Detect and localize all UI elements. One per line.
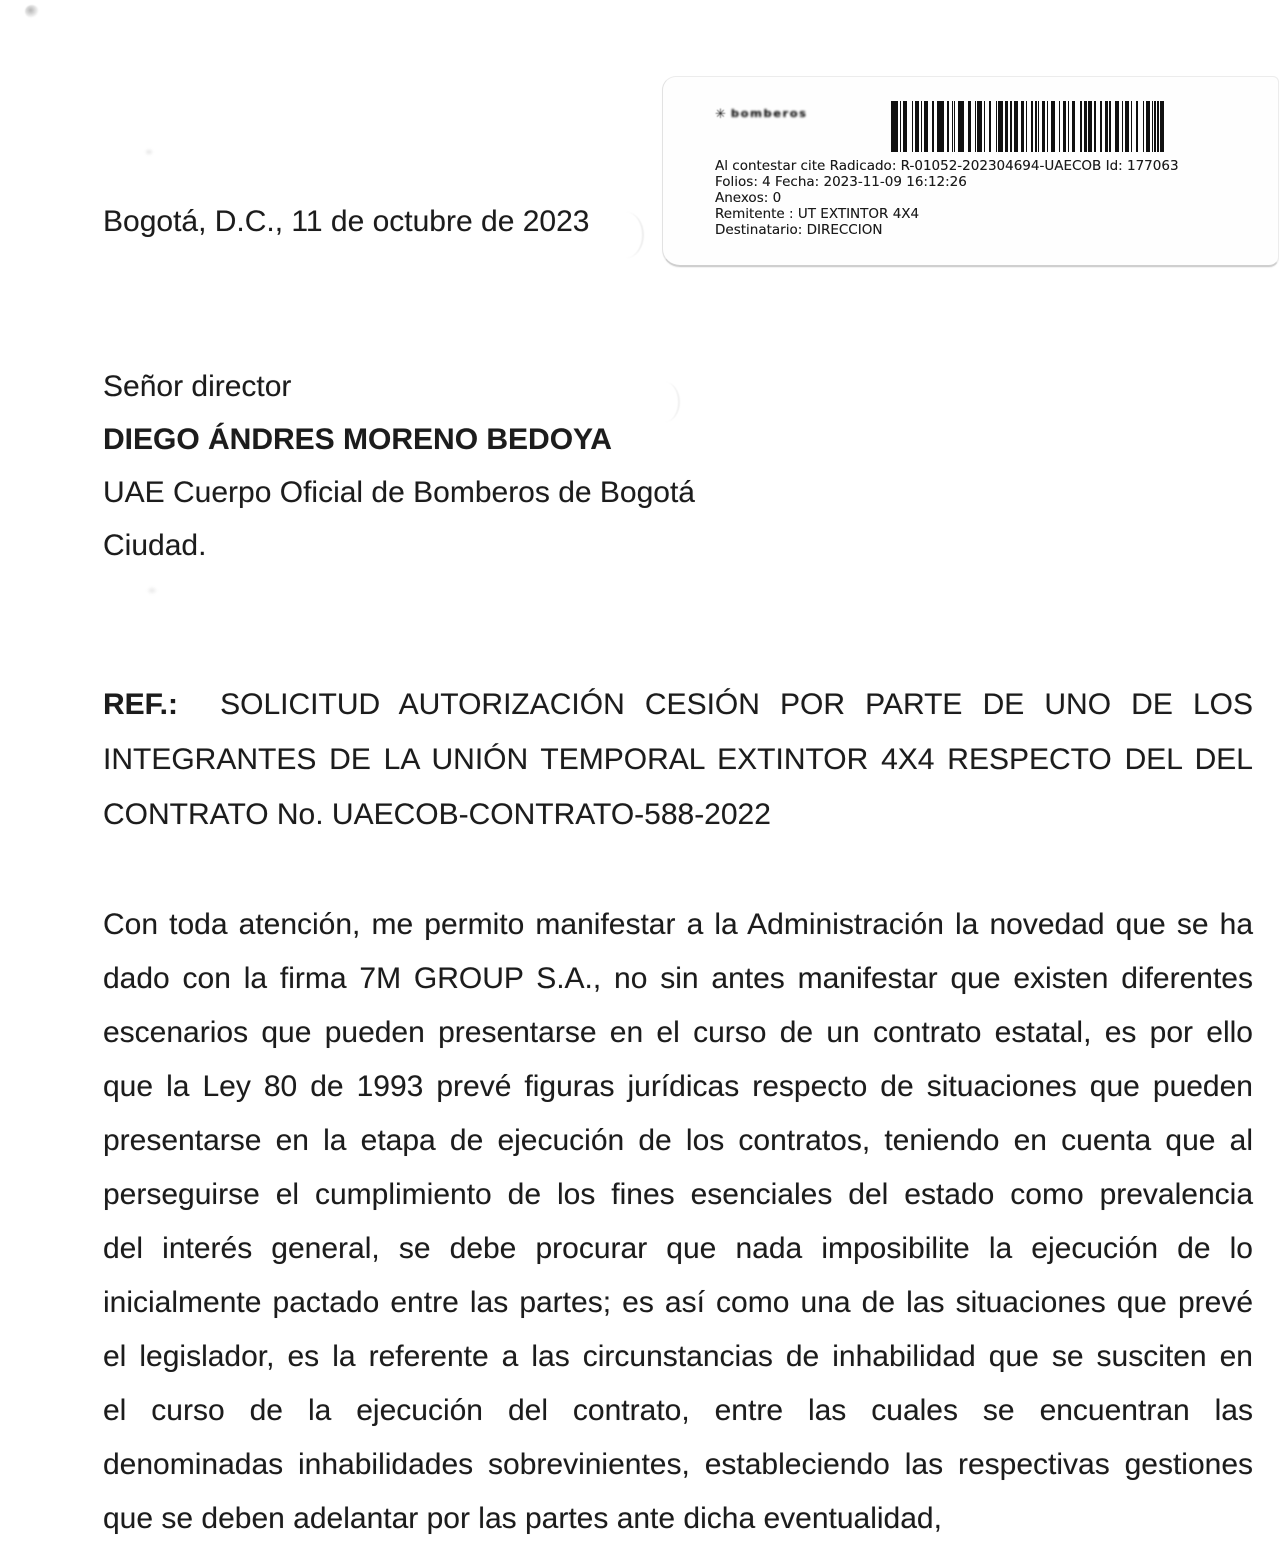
letter-body-line: escenarios que pueden presentarse en el curso de un contrato estatal, es por ello	[103, 1016, 1253, 1049]
scan-artifact-arc	[608, 212, 644, 258]
letter-body	[103, 898, 1253, 1546]
letter-body-line: perseguirse el cumplimiento de los fines esenciales del estado como prevalencia	[103, 1178, 1253, 1211]
reference-block	[103, 677, 1253, 842]
reference-label: REF.:	[103, 688, 178, 721]
radicado-detail-line: Al contestar cite Radicado: R-01052-202304694-UAECOB Id: 177063	[715, 158, 1179, 174]
letter-body-line: que se deben adelantar por las partes ante dicha eventualidad,	[103, 1502, 942, 1535]
letter-body-line: dado con la firma 7M GROUP S.A., no sin antes manifestar que existen diferentes	[103, 962, 1253, 995]
letter-body-line: inicialmente pactado entre las partes; es así como una de las situaciones que prevé	[103, 1286, 1253, 1319]
radicado-detail-line: Remitente : UT EXTINTOR 4X4	[715, 206, 920, 222]
radicado-details	[715, 158, 1255, 238]
letter-body-line: Con toda atención, me permito manifestar a la Administración la novedad que se ha	[103, 908, 1253, 941]
radicado-detail-line: Folios: 4 Fecha: 2023-11-09 16:12:26	[715, 174, 967, 190]
recipient-city: Ciudad.	[103, 529, 207, 562]
scan-smudge	[146, 586, 158, 595]
sticker-logo-text: bomberos	[730, 106, 808, 120]
sticker-logo	[715, 103, 807, 123]
scan-smudge	[144, 148, 154, 156]
recipient-block	[103, 360, 903, 572]
letter-body-line: que la Ley 80 de 1993 prevé figuras jurídicas respecto de situaciones que pueden	[103, 1070, 1253, 1103]
scan-smudge	[25, 5, 39, 18]
recipient-entity: UAE Cuerpo Oficial de Bomberos de Bogotá	[103, 476, 695, 509]
letter-body-line: presentarse en la etapa de ejecución de los contratos, teniendo en cuenta que al	[103, 1124, 1253, 1157]
reference-line-1	[103, 677, 1253, 732]
radicado-sticker	[662, 76, 1279, 267]
radicado-detail-line: Destinatario: DIRECCION	[715, 222, 883, 238]
reference-line-2: INTEGRANTES DE LA UNIÓN TEMPORAL EXTINTOR 4X4 RESPECTO DEL DEL	[103, 743, 1253, 776]
reference-text: SOLICITUD AUTORIZACIÓN CESIÓN POR PARTE DE UNO DE LOS	[220, 688, 1253, 721]
recipient-name: DIEGO ÁNDRES MORENO BEDOYA	[103, 423, 612, 456]
recipient-salutation: Señor director	[103, 370, 292, 403]
letter-body-line: denominadas inhabilidades sobrevinientes, estableciendo las respectivas gestiones	[103, 1448, 1253, 1481]
radicado-detail-line: Anexos: 0	[715, 190, 782, 206]
reference-line-3: CONTRATO No. UAECOB-CONTRATO-588-2022	[103, 798, 771, 831]
letter-body-line: del interés general, se debe procurar que nada imposibilite la ejecución de lo	[103, 1232, 1253, 1265]
fire-dept-logo-icon: ✳	[715, 105, 726, 121]
barcode	[891, 101, 1164, 152]
letter-body-line: el curso de la ejecución del contrato, entre las cuales se encuentran las	[103, 1394, 1253, 1427]
letter-date: Bogotá, D.C., 11 de octubre de 2023	[103, 205, 590, 238]
letter-body-line: el legislador, es la referente a las circunstancias de inhabilidad que se susciten en	[103, 1340, 1253, 1373]
